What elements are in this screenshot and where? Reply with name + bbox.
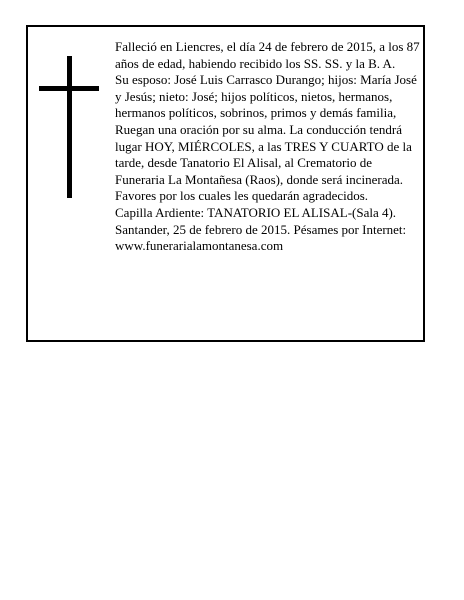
funeral-details: Ruegan una oración por su alma. La conducción tendrá lugar HOY, MIÉRCOLES, a las TRES Y CUARTO de la tarde, desde Tanatorio El Alisal, al Crematorio de Funeraria La Montañesa (Raos), donde será incinerada. [115,121,412,187]
death-announcement: Falleció en Liencres, el día 24 de febrero de 2015, a los 87 años de edad, habiendo recibido los SS. SS. y la B. A. [115,39,420,71]
chapel-info: Capilla Ardiente: TANATORIO EL ALISAL-(Sala 4). [115,204,397,220]
obituary-notice [26,25,425,342]
place-date-condolences: Santander, 25 de febrero de 2015. Pésames por Internet: www.funerarialamontanesa.com [115,221,407,254]
obituary-text [115,39,421,255]
cross-horizontal-bar [39,86,99,91]
thanks-line: Favores por los cuales les quedarán agradecidos. [115,188,369,204]
cross-vertical-bar [67,56,72,198]
family-list: Su esposo: José Luis Carrasco Durango; hijos: María José y Jesús; nieto: José; hijos políticos, nietos, hermanos, hermanos políticos, sobrinos, primos y demás familia, [115,72,417,121]
cross-icon [39,56,99,198]
